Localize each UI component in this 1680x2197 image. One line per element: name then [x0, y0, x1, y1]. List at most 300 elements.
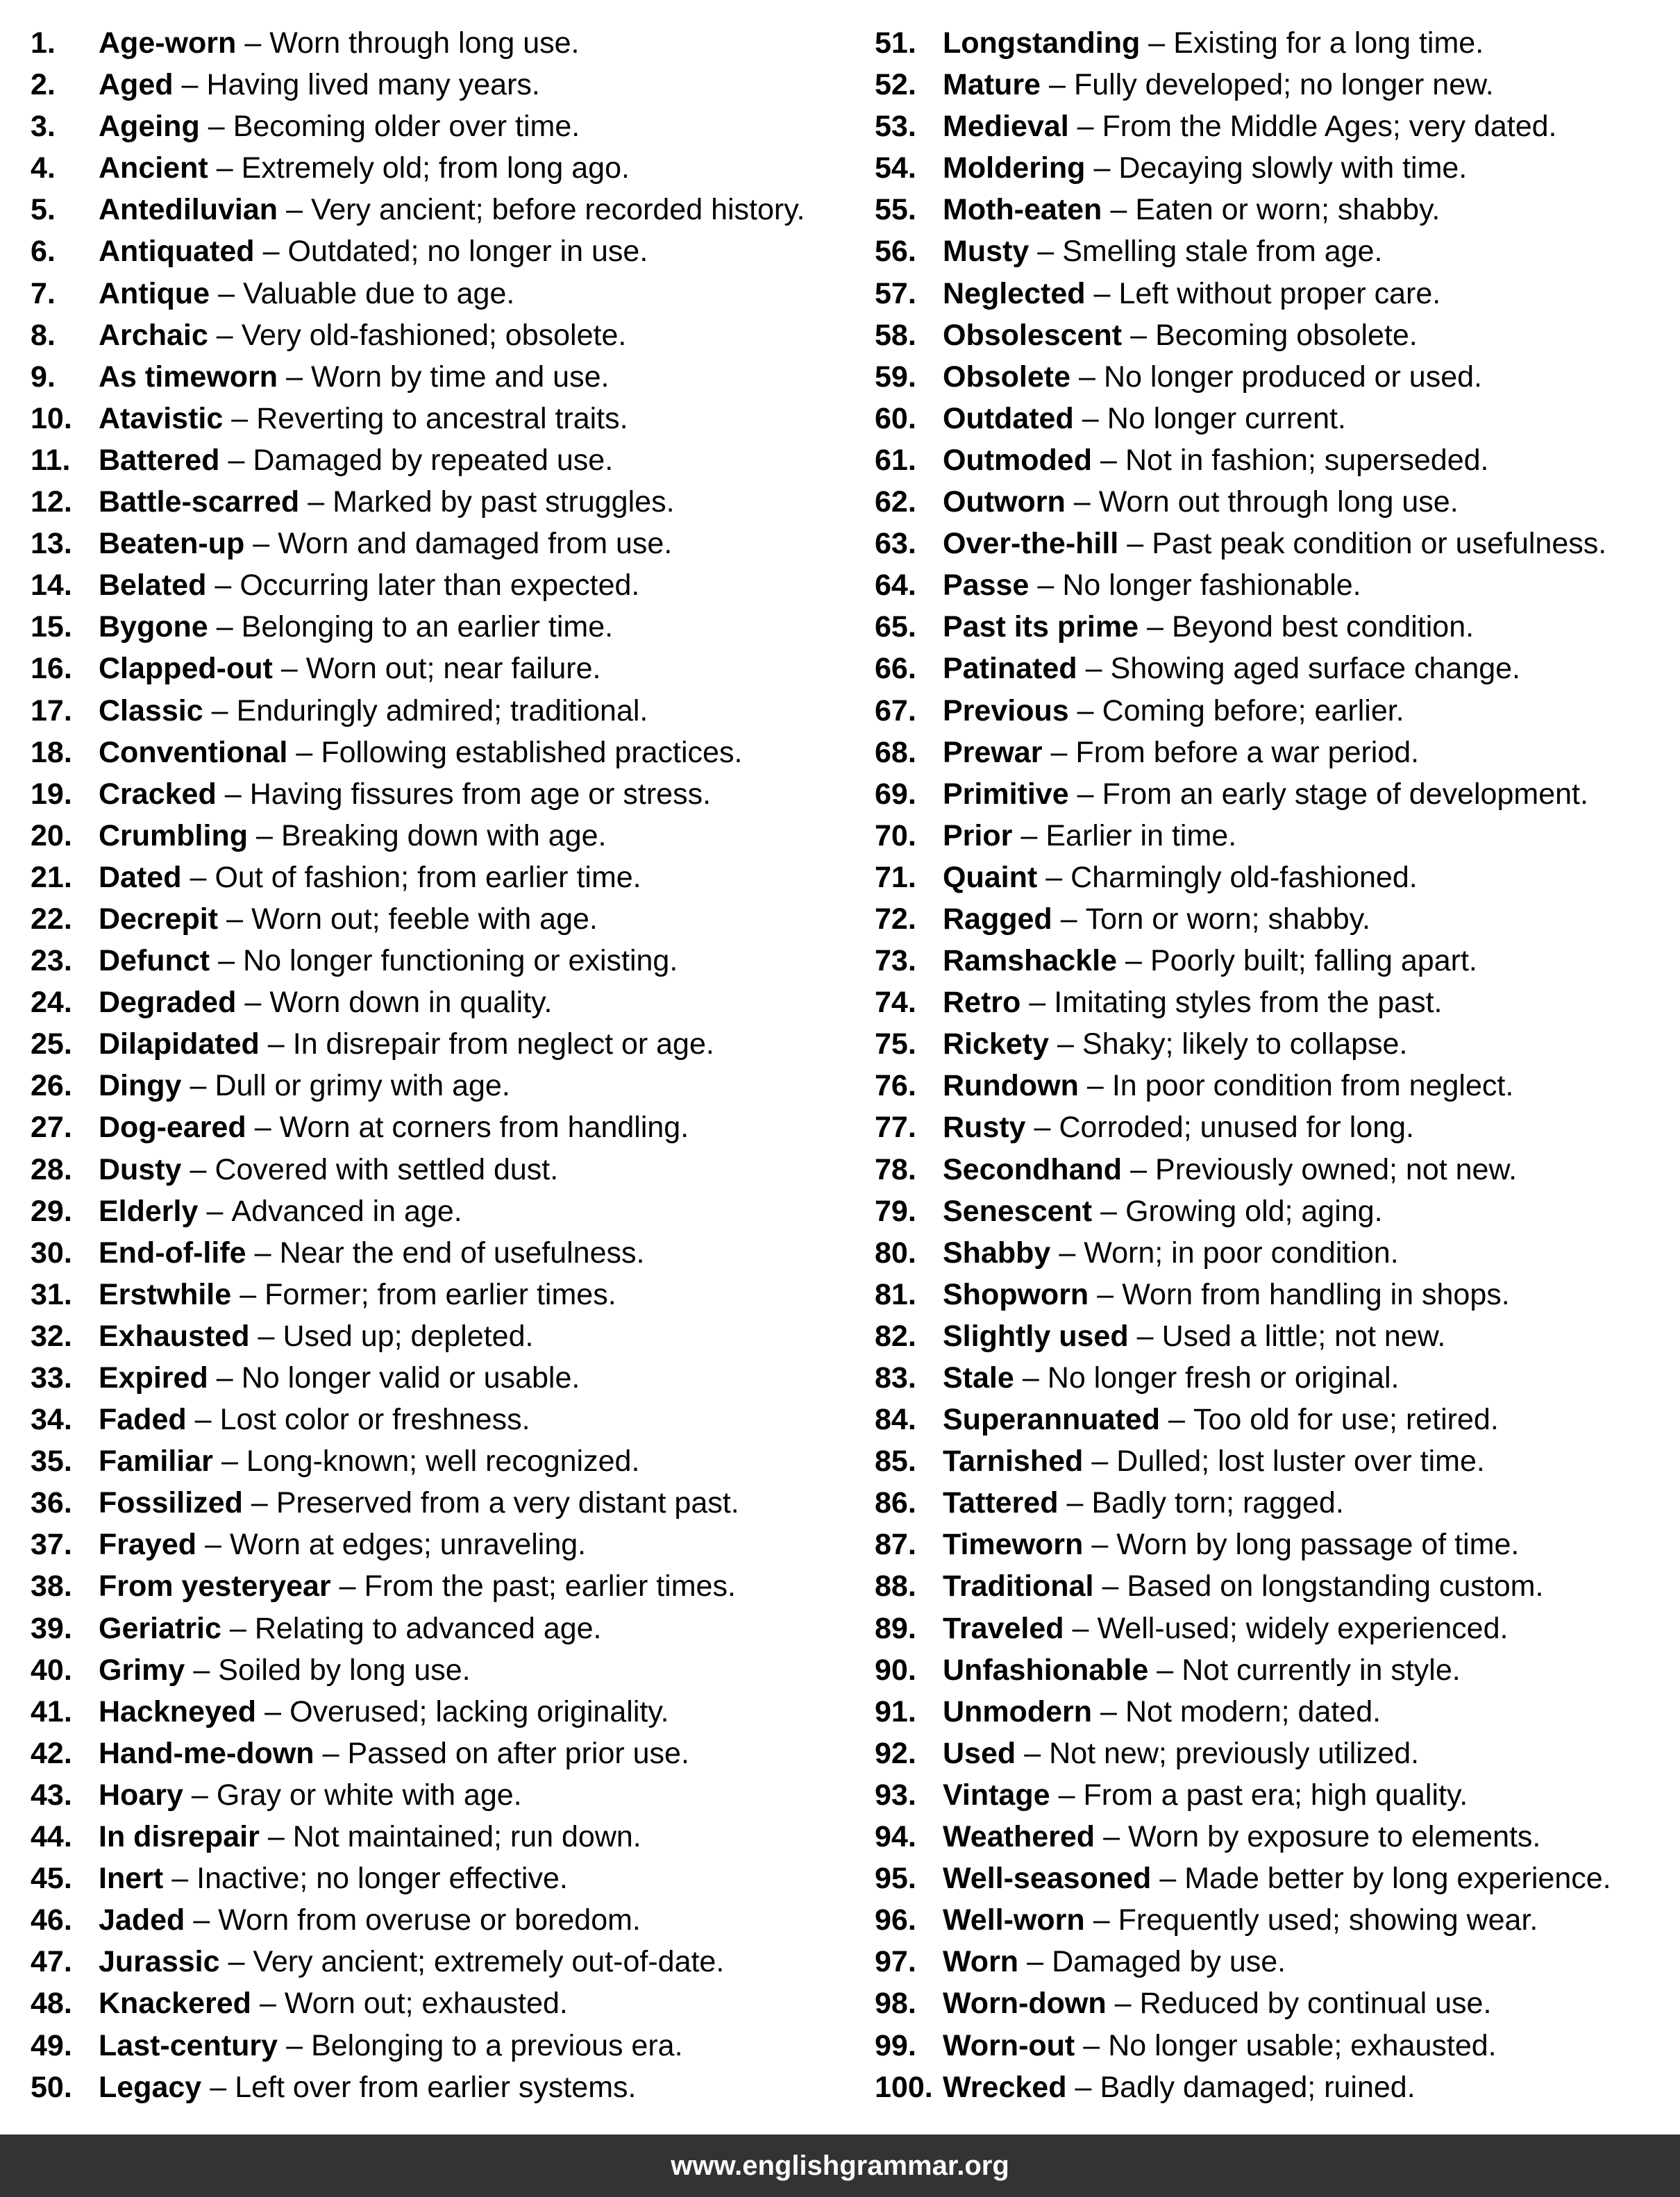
list-item-word: Battle-scarred — [99, 485, 300, 519]
list-item-word: Ramshackle — [943, 944, 1117, 978]
word-list-column-left — [31, 22, 836, 2108]
list-item-definition: Not modern; dated. — [1125, 1694, 1381, 1728]
list-item — [31, 1941, 836, 1983]
list-item — [31, 314, 836, 356]
list-item — [31, 1023, 836, 1065]
list-item-separator: – — [1083, 2028, 1100, 2062]
list-item-definition: Worn by time and use. — [311, 360, 610, 394]
list-item-number: 10. — [31, 401, 72, 435]
list-item-separator: – — [1136, 1319, 1154, 1353]
list-item-number: 43. — [31, 1778, 72, 1812]
list-item-word: Elderly — [99, 1194, 199, 1228]
list-item-definition: Not maintained; run down. — [292, 1820, 641, 1854]
list-item-definition: Poorly built; falling apart. — [1150, 944, 1477, 978]
list-item-definition: Shaky; likely to collapse. — [1082, 1027, 1408, 1061]
list-item-definition: Belonging to a previous era. — [311, 2028, 683, 2062]
list-item-number: 64. — [875, 569, 916, 603]
list-item-separator: – — [1097, 1277, 1114, 1311]
list-item — [875, 398, 1673, 439]
list-item-number: 75. — [875, 1027, 916, 1061]
list-item — [875, 106, 1673, 147]
list-item-definition: In poor condition from neglect. — [1111, 1069, 1514, 1103]
list-item-separator: – — [1102, 1569, 1119, 1603]
list-item-separator: – — [244, 26, 262, 60]
list-item — [31, 2025, 836, 2066]
list-item — [31, 940, 836, 982]
list-item-number: 60. — [875, 401, 916, 435]
list-item-separator: – — [1058, 1778, 1075, 1812]
list-item — [31, 1608, 836, 1649]
list-item-word: Dilapidated — [99, 1027, 260, 1061]
list-item-definition: Passed on after prior use. — [347, 1736, 689, 1770]
list-item-word: Previous — [943, 693, 1069, 727]
list-item-separator: – — [206, 1194, 224, 1228]
list-item-word: Faded — [99, 1403, 187, 1437]
list-item-word: Cracked — [99, 777, 217, 811]
list-item — [31, 22, 836, 64]
list-item-word: End-of-life — [99, 1236, 246, 1270]
list-item-separator: – — [181, 68, 199, 102]
list-item-number: 23. — [31, 944, 72, 978]
list-item-definition: Breaking down with age. — [280, 818, 607, 852]
list-item-number: 8. — [31, 318, 56, 352]
list-item-definition: Covered with settled dust. — [215, 1152, 559, 1186]
list-item — [875, 564, 1673, 606]
list-item-separator: – — [208, 110, 225, 144]
list-item-separator: – — [286, 2028, 303, 2062]
list-item-number: 55. — [875, 193, 916, 227]
list-item-number: 67. — [875, 693, 916, 727]
list-item-word: Aged — [99, 68, 174, 102]
list-item-definition: Worn out; exhausted. — [284, 1987, 568, 2021]
list-item-word: Vintage — [943, 1778, 1050, 1812]
list-item — [31, 1065, 836, 1106]
list-item — [31, 189, 836, 230]
list-item-word: Legacy — [99, 2070, 202, 2104]
list-item-definition: From the past; earlier times. — [364, 1569, 736, 1603]
list-item-separator: – — [256, 818, 273, 852]
list-item-number: 59. — [875, 360, 916, 394]
list-item-word: Past its prime — [943, 610, 1139, 644]
list-item-word: Primitive — [943, 777, 1069, 811]
list-item-separator: – — [1027, 1945, 1044, 1979]
list-item-definition: Badly damaged; ruined. — [1100, 2070, 1416, 2104]
list-item — [31, 898, 836, 940]
list-item-number: 30. — [31, 1236, 72, 1270]
list-item-word: Traveled — [943, 1611, 1064, 1645]
list-item-separator: – — [1114, 1987, 1132, 2021]
list-item-word: Rickety — [943, 1027, 1049, 1061]
list-item — [31, 564, 836, 606]
list-item-definition: Former; from earlier times. — [264, 1277, 616, 1311]
list-item-word: Defunct — [99, 944, 210, 978]
list-item-number: 18. — [31, 735, 72, 769]
list-item-definition: Worn out; near failure. — [305, 652, 601, 686]
list-item — [31, 982, 836, 1023]
list-item-word: Used — [943, 1736, 1016, 1770]
list-item-definition: Based on longstanding custom. — [1127, 1569, 1544, 1603]
list-item-definition: Relating to advanced age. — [254, 1611, 602, 1645]
list-item-word: Beaten-up — [99, 527, 245, 561]
list-item — [31, 230, 836, 272]
list-item-number: 84. — [875, 1403, 916, 1437]
list-item — [31, 1190, 836, 1232]
list-item — [31, 1357, 836, 1399]
list-item-word: Stale — [943, 1361, 1014, 1395]
list-item-separator: – — [1072, 1611, 1089, 1645]
list-item — [875, 732, 1673, 773]
list-item-definition: Enduringly admired; traditional. — [236, 693, 648, 727]
list-item-word: Belated — [99, 569, 207, 603]
list-item-definition: No longer functioning or existing. — [243, 944, 678, 978]
list-item-separator: – — [286, 193, 303, 227]
list-item-definition: Valuable due to age. — [243, 276, 515, 310]
list-item-word: Tattered — [943, 1486, 1059, 1520]
list-item-definition: From the Middle Ages; very dated. — [1102, 110, 1557, 144]
list-item-separator: – — [1157, 1653, 1174, 1687]
list-item-word: Patinated — [943, 652, 1077, 686]
list-item-word: Slightly used — [943, 1319, 1129, 1353]
list-item-definition: Worn by long passage of time. — [1116, 1528, 1520, 1562]
list-item-number: 66. — [875, 652, 916, 686]
list-item-word: Well-worn — [943, 1903, 1085, 1937]
footer-bar — [0, 2135, 1680, 2197]
list-item-definition: No longer current. — [1107, 401, 1346, 435]
list-item-word: Grimy — [99, 1653, 185, 1687]
list-item-separator: – — [216, 318, 233, 352]
list-item-definition: Left over from earlier systems. — [235, 2070, 637, 2104]
list-item-number: 95. — [875, 1862, 916, 1896]
list-item — [31, 1816, 836, 1858]
list-item — [31, 439, 836, 481]
list-item-separator: – — [1075, 2070, 1092, 2104]
list-item — [875, 1774, 1673, 1816]
list-item-number: 45. — [31, 1862, 72, 1896]
list-item-definition: Very old-fashioned; obsolete. — [241, 318, 627, 352]
list-item-definition: Soiled by long use. — [218, 1653, 471, 1687]
list-item-definition: Decaying slowly with time. — [1118, 151, 1468, 185]
list-item-separator: – — [1100, 443, 1117, 477]
list-item-separator: – — [193, 1653, 210, 1687]
list-item-separator: – — [1091, 1445, 1109, 1479]
list-item-definition: Growing old; aging. — [1125, 1194, 1383, 1228]
list-item — [875, 1649, 1673, 1691]
list-item — [31, 648, 836, 689]
list-item — [875, 1899, 1673, 1941]
list-item — [875, 1232, 1673, 1274]
list-item-number: 91. — [875, 1694, 916, 1728]
list-item — [875, 648, 1673, 689]
list-item-number: 38. — [31, 1569, 72, 1603]
list-item-word: Musty — [943, 235, 1030, 269]
list-item — [31, 1858, 836, 1899]
list-item-number: 13. — [31, 527, 72, 561]
list-item-separator: – — [1159, 1862, 1177, 1896]
list-item — [875, 439, 1673, 481]
list-item-separator: – — [215, 569, 232, 603]
list-item-word: Worn-down — [943, 1987, 1107, 2021]
list-item — [875, 1357, 1673, 1399]
list-item-word: Ragged — [943, 902, 1052, 936]
list-item-definition: Not in fashion; superseded. — [1125, 443, 1489, 477]
list-item-separator: – — [240, 1277, 257, 1311]
list-item-number: 86. — [875, 1486, 916, 1520]
list-item-word: Shopworn — [943, 1277, 1089, 1311]
list-item-definition: Damaged by repeated use. — [253, 443, 614, 477]
list-item-word: Outmoded — [943, 443, 1092, 477]
list-item-number: 90. — [875, 1653, 916, 1687]
list-item-separator: – — [308, 485, 325, 519]
list-item-number: 77. — [875, 1111, 916, 1145]
list-item-word: Dusty — [99, 1152, 182, 1186]
list-item-number: 33. — [31, 1361, 72, 1395]
list-item-word: Dated — [99, 860, 182, 894]
list-item-word: Antique — [99, 276, 210, 310]
list-item-separator: – — [1077, 693, 1094, 727]
list-item-number: 79. — [875, 1194, 916, 1228]
list-item-definition: Worn at edges; unraveling. — [230, 1528, 587, 1562]
list-item-separator: – — [1093, 1903, 1110, 1937]
list-item-separator: – — [1049, 68, 1066, 102]
list-item-separator: – — [1020, 818, 1038, 852]
list-item-number: 96. — [875, 1903, 916, 1937]
list-item — [875, 690, 1673, 732]
list-item-number: 63. — [875, 527, 916, 561]
list-item-number: 16. — [31, 652, 72, 686]
list-item-number: 70. — [875, 818, 916, 852]
list-item-number: 58. — [875, 318, 916, 352]
list-item — [31, 1274, 836, 1315]
list-item — [31, 106, 836, 147]
list-item — [875, 189, 1673, 230]
list-item-definition: Following established practices. — [321, 735, 743, 769]
list-item-number: 32. — [31, 1319, 72, 1353]
list-item-separator: – — [171, 1862, 189, 1896]
list-item — [31, 606, 836, 648]
list-item-number: 3. — [31, 110, 56, 144]
list-item-word: Decrepit — [99, 902, 219, 936]
list-item — [875, 857, 1673, 898]
list-item — [875, 64, 1673, 106]
list-item-number: 37. — [31, 1528, 72, 1562]
list-item-number: 24. — [31, 986, 72, 1020]
list-item-number: 92. — [875, 1736, 916, 1770]
list-item — [31, 398, 836, 439]
list-item-word: Passe — [943, 569, 1030, 603]
list-item — [875, 1149, 1673, 1190]
list-item-definition: Well-used; widely experienced. — [1097, 1611, 1509, 1645]
list-item-number: 88. — [875, 1569, 916, 1603]
list-item-number: 44. — [31, 1820, 72, 1854]
list-item — [875, 982, 1673, 1023]
list-item-definition: Advanced in age. — [231, 1194, 462, 1228]
list-item-number: 62. — [875, 485, 916, 519]
list-item-number: 11. — [31, 443, 71, 477]
list-item-word: Shabby — [943, 1236, 1051, 1270]
list-item-word: Weathered — [943, 1820, 1095, 1854]
list-item-number: 12. — [31, 485, 72, 519]
list-item-separator: – — [286, 360, 303, 394]
list-item — [31, 1649, 836, 1691]
list-item-word: Neglected — [943, 276, 1086, 310]
list-item-number: 22. — [31, 902, 72, 936]
list-item-definition: Gray or white with age. — [216, 1778, 522, 1812]
list-item-number: 83. — [875, 1361, 916, 1395]
list-item-word: Rundown — [943, 1069, 1079, 1103]
list-item-word: Dingy — [99, 1069, 182, 1103]
list-item — [875, 1065, 1673, 1106]
list-item-separator: – — [218, 944, 235, 978]
list-item-number: 40. — [31, 1653, 72, 1687]
list-item-word: Prewar — [943, 735, 1043, 769]
list-item-number: 69. — [875, 777, 916, 811]
list-item-definition: From an early stage of development. — [1102, 777, 1588, 811]
list-item — [875, 940, 1673, 982]
list-item — [31, 356, 836, 398]
list-item-number: 42. — [31, 1736, 72, 1770]
list-item — [31, 1774, 836, 1816]
list-item-separator: – — [1100, 1694, 1117, 1728]
list-item-separator: – — [1045, 860, 1063, 894]
list-item-word: Inert — [99, 1862, 164, 1896]
list-item-definition: Showing aged surface change. — [1110, 652, 1521, 686]
list-item-definition: Extremely old; from long ago. — [241, 151, 630, 185]
list-item-word: Obsolescent — [943, 318, 1123, 352]
list-item-number: 100. — [875, 2070, 933, 2104]
list-item-word: Medieval — [943, 110, 1069, 144]
list-item-word: Knackered — [99, 1987, 251, 2021]
list-item-definition: Worn from handling in shops. — [1122, 1277, 1510, 1311]
list-item — [875, 356, 1673, 398]
list-item-definition: Out of fashion; from earlier time. — [215, 860, 641, 894]
list-item-definition: Marked by past struggles. — [333, 485, 675, 519]
list-item — [875, 606, 1673, 648]
list-item-word: Wrecked — [943, 2070, 1067, 2104]
list-item-definition: No longer usable; exhausted. — [1108, 2028, 1497, 2062]
list-item — [31, 1106, 836, 1148]
list-item-number: 31. — [31, 1277, 72, 1311]
list-item-word: Well-seasoned — [943, 1862, 1152, 1896]
list-item-separator: – — [1060, 902, 1077, 936]
list-item-separator: – — [1093, 276, 1111, 310]
list-item-separator: – — [190, 860, 207, 894]
list-item-definition: Worn and damaged from use. — [278, 527, 673, 561]
list-item-word: Hoary — [99, 1778, 183, 1812]
list-item-separator: – — [1130, 1152, 1147, 1186]
list-item — [31, 2066, 836, 2108]
list-item-number: 54. — [875, 151, 916, 185]
list-item-word: Exhausted — [99, 1319, 250, 1353]
list-item-definition: Worn out through long use. — [1098, 485, 1459, 519]
list-item-word: Hand-me-down — [99, 1736, 314, 1770]
list-item-word: Over-the-hill — [943, 527, 1119, 561]
list-item-separator: – — [1029, 986, 1046, 1020]
list-item — [875, 1274, 1673, 1315]
list-item-separator: – — [253, 527, 270, 561]
list-item-word: Timeworn — [943, 1528, 1084, 1562]
list-item-definition: Used a little; not new. — [1161, 1319, 1446, 1353]
list-item — [875, 1315, 1673, 1357]
list-item-word: Fossilized — [99, 1486, 243, 1520]
list-item-number: 34. — [31, 1403, 72, 1437]
list-item-separator: – — [228, 443, 245, 477]
list-item-separator: – — [229, 1611, 246, 1645]
footer-website-link[interactable]: www.englishgrammar.org — [671, 2150, 1009, 2181]
list-item-word: Tarnished — [943, 1445, 1084, 1479]
list-item-number: 80. — [875, 1236, 916, 1270]
list-item-separator: – — [205, 1528, 221, 1562]
list-item-word: Traditional — [943, 1569, 1094, 1603]
list-item-separator: – — [221, 1445, 238, 1479]
list-item-separator: – — [1125, 944, 1142, 978]
list-item — [31, 1691, 836, 1733]
list-item-number: 94. — [875, 1820, 916, 1854]
list-item-word: Antediluvian — [99, 193, 278, 227]
list-item — [875, 1733, 1673, 1774]
list-item — [31, 1440, 836, 1482]
list-item — [31, 1315, 836, 1357]
list-item-number: 48. — [31, 1987, 72, 2021]
list-item-word: Worn — [943, 1945, 1019, 1979]
list-item-number: 82. — [875, 1319, 916, 1353]
list-item — [31, 1399, 836, 1440]
list-item-definition: Existing for a long time. — [1173, 26, 1484, 60]
list-item-separator: – — [267, 1820, 285, 1854]
list-item-definition: Left without proper care. — [1118, 276, 1441, 310]
list-item-separator: – — [193, 1903, 210, 1937]
list-item-separator: – — [264, 1694, 282, 1728]
list-item-word: Moth-eaten — [943, 193, 1102, 227]
list-item-separator: – — [1077, 777, 1094, 811]
list-item-number: 87. — [875, 1528, 916, 1562]
list-item-definition: Frequently used; showing wear. — [1118, 1903, 1538, 1937]
list-item-word: Moldering — [943, 151, 1086, 185]
list-item-word: Erstwhile — [99, 1277, 232, 1311]
list-item — [31, 64, 836, 106]
list-item-number: 98. — [875, 1987, 916, 2021]
list-item-separator: – — [254, 1111, 271, 1145]
list-item-definition: Used up; depleted. — [283, 1319, 534, 1353]
list-item — [875, 523, 1673, 564]
list-item-definition: Worn by exposure to elements. — [1128, 1820, 1541, 1854]
list-item-separator: – — [1091, 1528, 1109, 1562]
list-item-separator: – — [224, 777, 242, 811]
list-item-separator: – — [216, 610, 233, 644]
list-item-separator: – — [216, 151, 233, 185]
list-item-word: Hackneyed — [99, 1694, 257, 1728]
list-item-number: 89. — [875, 1611, 916, 1645]
list-item-separator: – — [1148, 26, 1166, 60]
list-item-definition: Smelling stale from age. — [1062, 235, 1383, 269]
list-item — [31, 1482, 836, 1524]
list-item-definition: Occurring later than expected. — [240, 569, 640, 603]
list-item-number: 21. — [31, 860, 72, 894]
list-item-definition: Past peak condition or usefulness. — [1152, 527, 1607, 561]
list-item-separator: – — [1085, 652, 1102, 686]
list-item-definition: Torn or worn; shabby. — [1085, 902, 1370, 936]
list-item-number: 26. — [31, 1069, 72, 1103]
list-item — [31, 1149, 836, 1190]
list-item-word: Unmodern — [943, 1694, 1092, 1728]
list-item-separator: – — [262, 235, 280, 269]
list-item-separator: – — [259, 1987, 276, 2021]
list-item-separator: – — [211, 693, 228, 727]
list-item-separator: – — [1093, 151, 1111, 185]
list-item-number: 41. — [31, 1694, 72, 1728]
list-item-number: 81. — [875, 1277, 916, 1311]
list-item-definition: Becoming older over time. — [233, 110, 580, 144]
list-item-separator: – — [190, 1069, 207, 1103]
